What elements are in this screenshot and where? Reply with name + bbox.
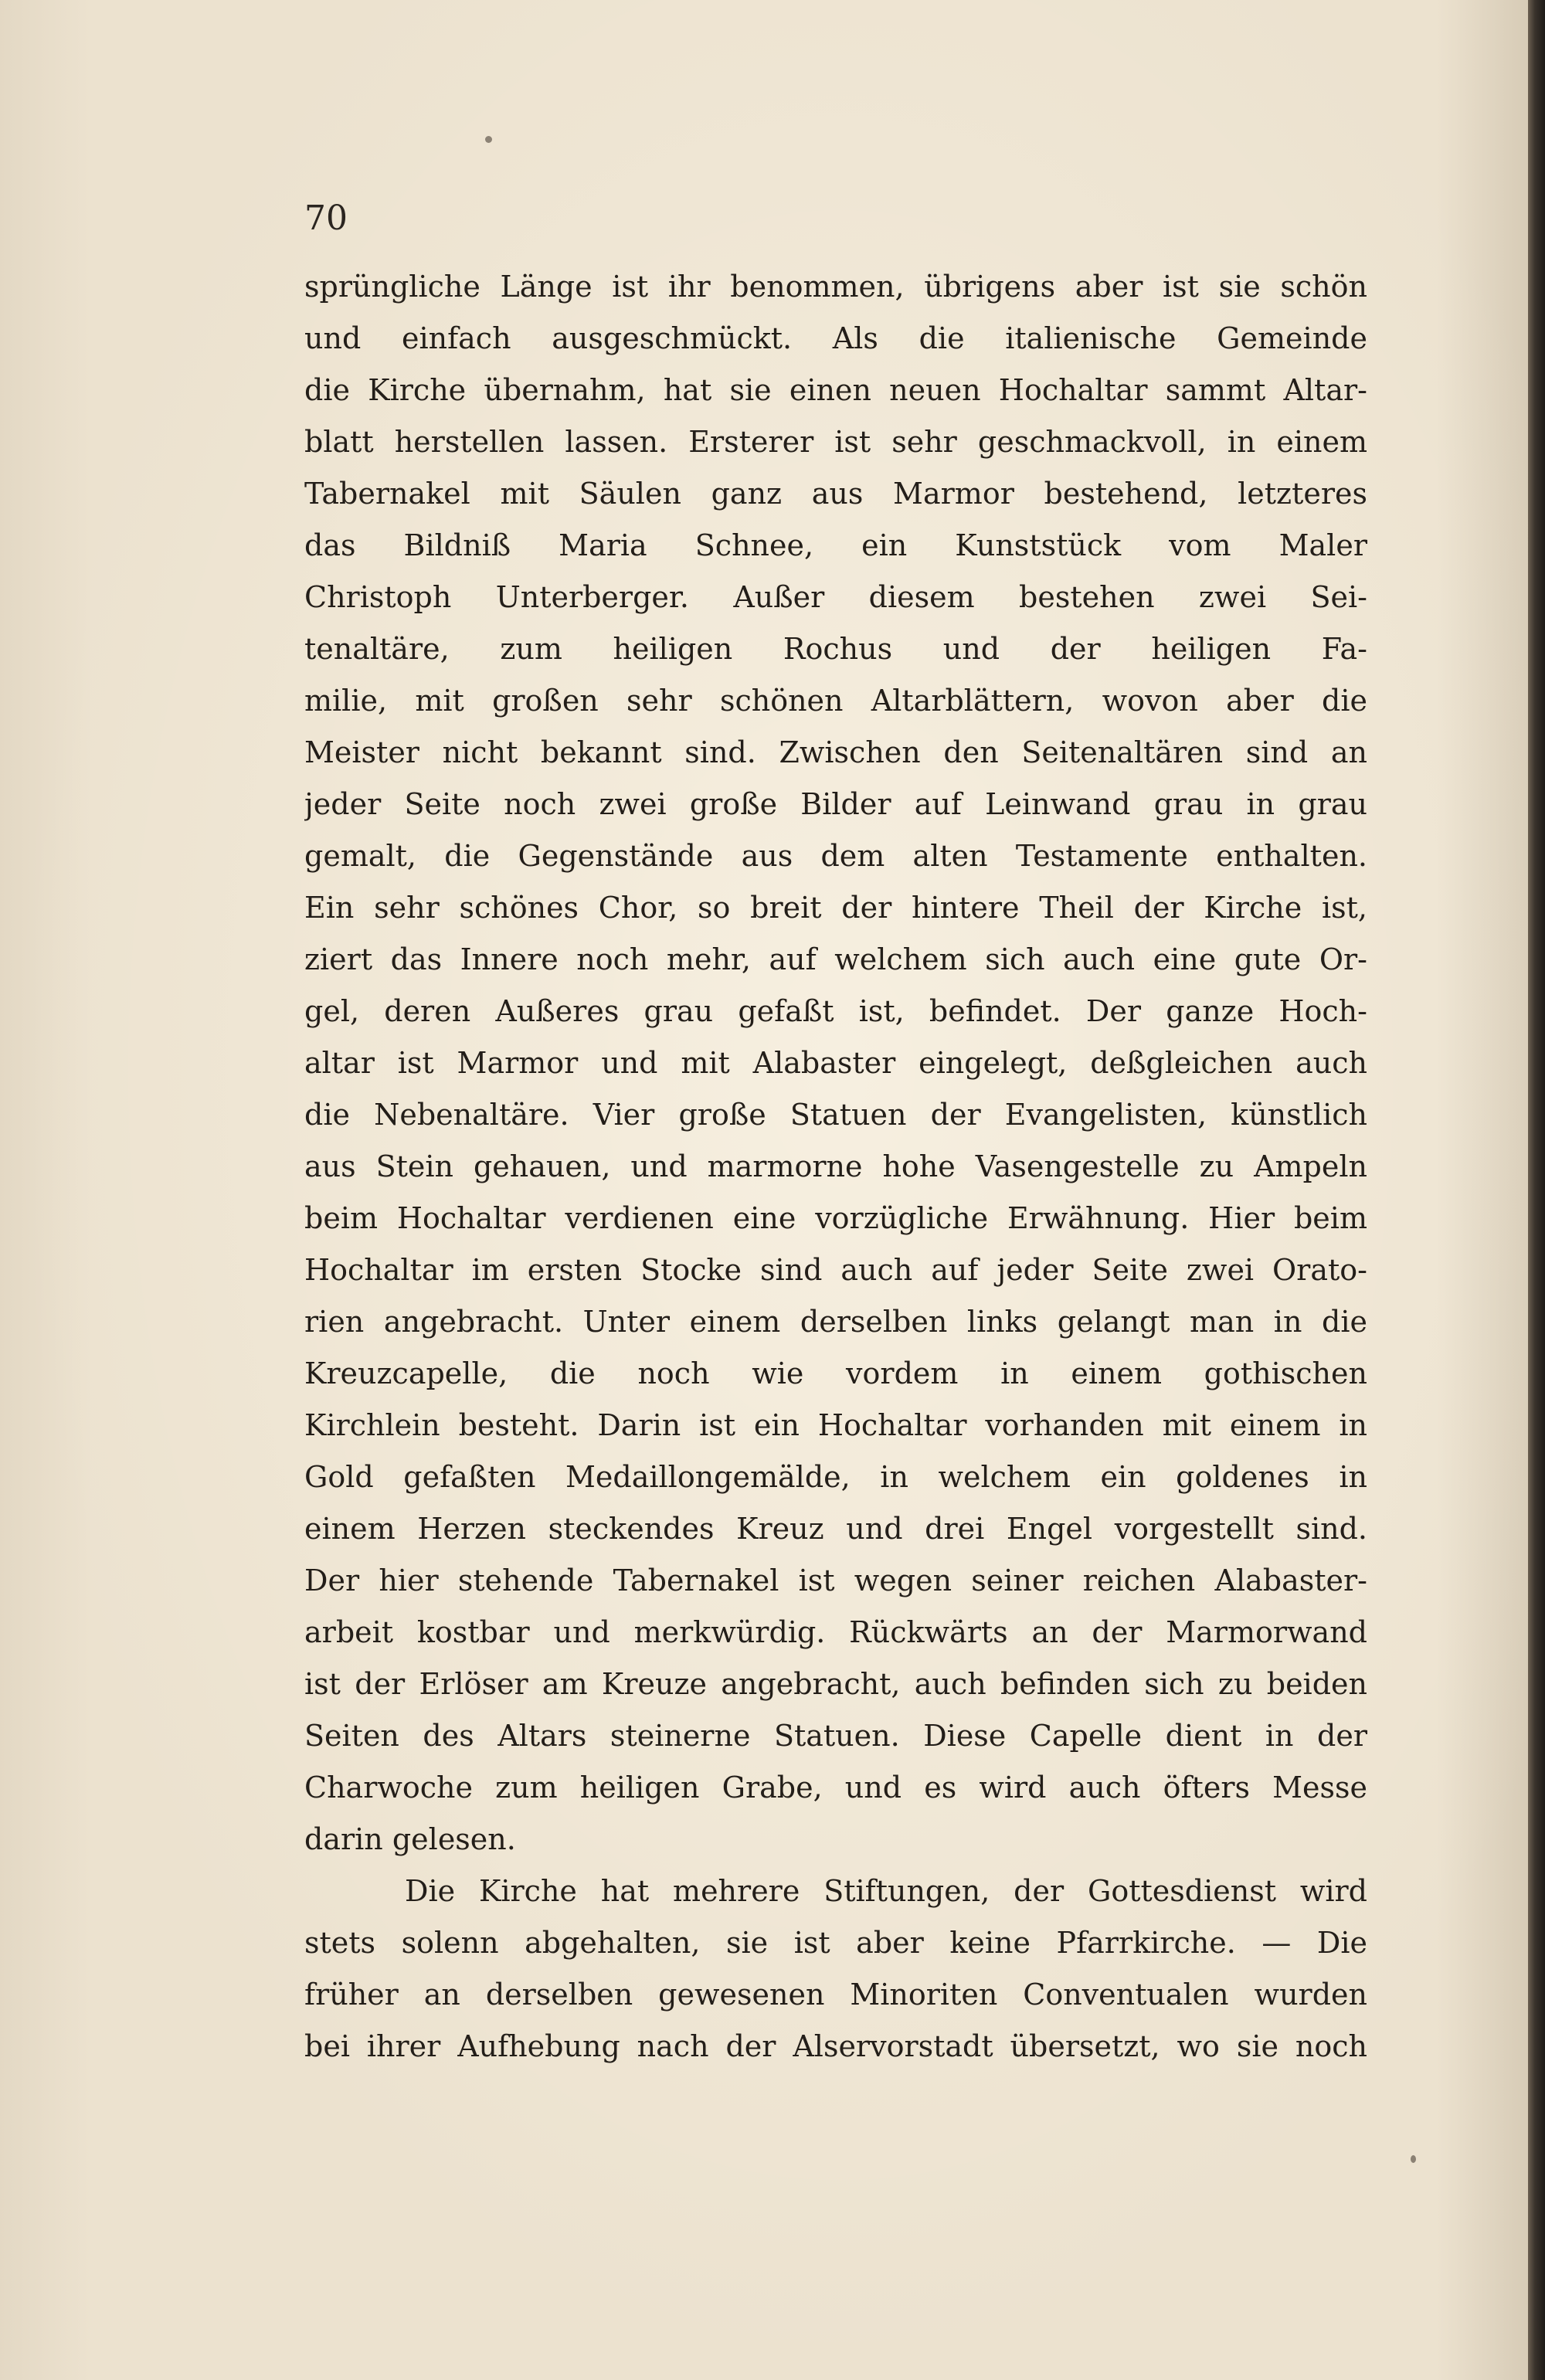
text-line: sprüngliche Länge ist ihr benommen, übrigens aber ist sie schön [304, 270, 1367, 304]
text-line: Der hier stehende Tabernakel ist wegen seiner reichen Alabaster- [304, 1563, 1367, 1597]
page-number: 70 [304, 199, 348, 238]
text-line: Tabernakel mit Säulen ganz aus Marmor bestehend, letzteres [304, 477, 1367, 511]
text-line: rien angebracht. Unter einem derselben links gelangt man in die [304, 1305, 1367, 1339]
text-line: gel, deren Außeres grau gefaßt ist, befindet. Der ganze Hoch- [304, 994, 1367, 1028]
text-line: und einfach ausgeschmückt. Als die italienische Gemeinde [304, 321, 1367, 355]
text-line: Kreuzcapelle, die noch wie vordem in einem gothischen [304, 1356, 1367, 1390]
text-line: bei ihrer Aufhebung nach der Alservorstadt übersetzt, wo sie noch [304, 2029, 1367, 2063]
text-line: Seiten des Altars steinerne Statuen. Diese Capelle dient in der [304, 1719, 1367, 1753]
text-line: altar ist Marmor und mit Alabaster eingelegt, deßgleichen auch [304, 1046, 1367, 1080]
text-line: blatt herstellen lassen. Ersterer ist sehr geschmackvoll, in einem [304, 425, 1367, 459]
text-line: Kirchlein besteht. Darin ist ein Hochaltar vorhanden mit einem in [304, 1408, 1367, 1442]
text-line: arbeit kostbar und merkwürdig. Rückwärts an der Marmorwand [304, 1615, 1367, 1649]
body-text [304, 261, 1367, 2073]
text-line: aus Stein gehauen, und marmorne hohe Vasengestelle zu Ampeln [304, 1149, 1367, 1183]
text-line: Charwoche zum heiligen Grabe, und es wird auch öfters Messe [304, 1771, 1367, 1805]
text-line: jeder Seite noch zwei große Bilder auf Leinwand grau in grau [304, 787, 1367, 821]
page-edge [1528, 0, 1545, 2380]
text-line: stets solenn abgehalten, sie ist aber keine Pfarrkirche. — Die [304, 1926, 1367, 1960]
text-line: Ein sehr schönes Chor, so breit der hintere Theil der Kirche ist, [304, 891, 1367, 925]
paper-speck [485, 136, 492, 143]
paper-speck [1411, 2155, 1416, 2163]
text-line: das Bildniß Maria Schnee, ein Kunststück vom Maler [304, 528, 1367, 562]
text-line: ziert das Innere noch mehr, auf welchem sich auch eine gute Or- [304, 942, 1367, 976]
text-line: die Kirche übernahm, hat sie einen neuen Hochaltar sammt Altar- [304, 373, 1367, 407]
paragraph-start-line: Die Kirche hat mehrere Stiftungen, der Gottesdienst wird [405, 1874, 1367, 1908]
text-line: beim Hochaltar verdienen eine vorzügliche Erwähnung. Hier beim [304, 1201, 1367, 1235]
text-line: Hochaltar im ersten Stocke sind auch auf jeder Seite zwei Orato- [304, 1253, 1367, 1287]
text-line: Gold gefaßten Medaillongemälde, in welchem ein goldenes in [304, 1460, 1367, 1494]
text-line: Christoph Unterberger. Außer diesem bestehen zwei Sei- [304, 580, 1367, 614]
paragraph-end-line: darin gelesen. [304, 1822, 516, 1856]
text-line: einem Herzen steckendes Kreuz und drei Engel vorgestellt sind. [304, 1512, 1367, 1546]
text-line: ist der Erlöser am Kreuze angebracht, auch befinden sich zu beiden [304, 1667, 1367, 1701]
text-line: die Nebenaltäre. Vier große Statuen der Evangelisten, künstlich [304, 1098, 1367, 1132]
text-line: früher an derselben gewesenen Minoriten Conventualen wurden [304, 1978, 1367, 2012]
text-line: gemalt, die Gegenstände aus dem alten Testamente enthalten. [304, 839, 1367, 873]
text-line: tenaltäre, zum heiligen Rochus und der heiligen Fa- [304, 632, 1367, 666]
text-line: Meister nicht bekannt sind. Zwischen den Seitenaltären sind an [304, 735, 1367, 769]
text-line: milie, mit großen sehr schönen Altarblättern, wovon aber die [304, 684, 1367, 718]
